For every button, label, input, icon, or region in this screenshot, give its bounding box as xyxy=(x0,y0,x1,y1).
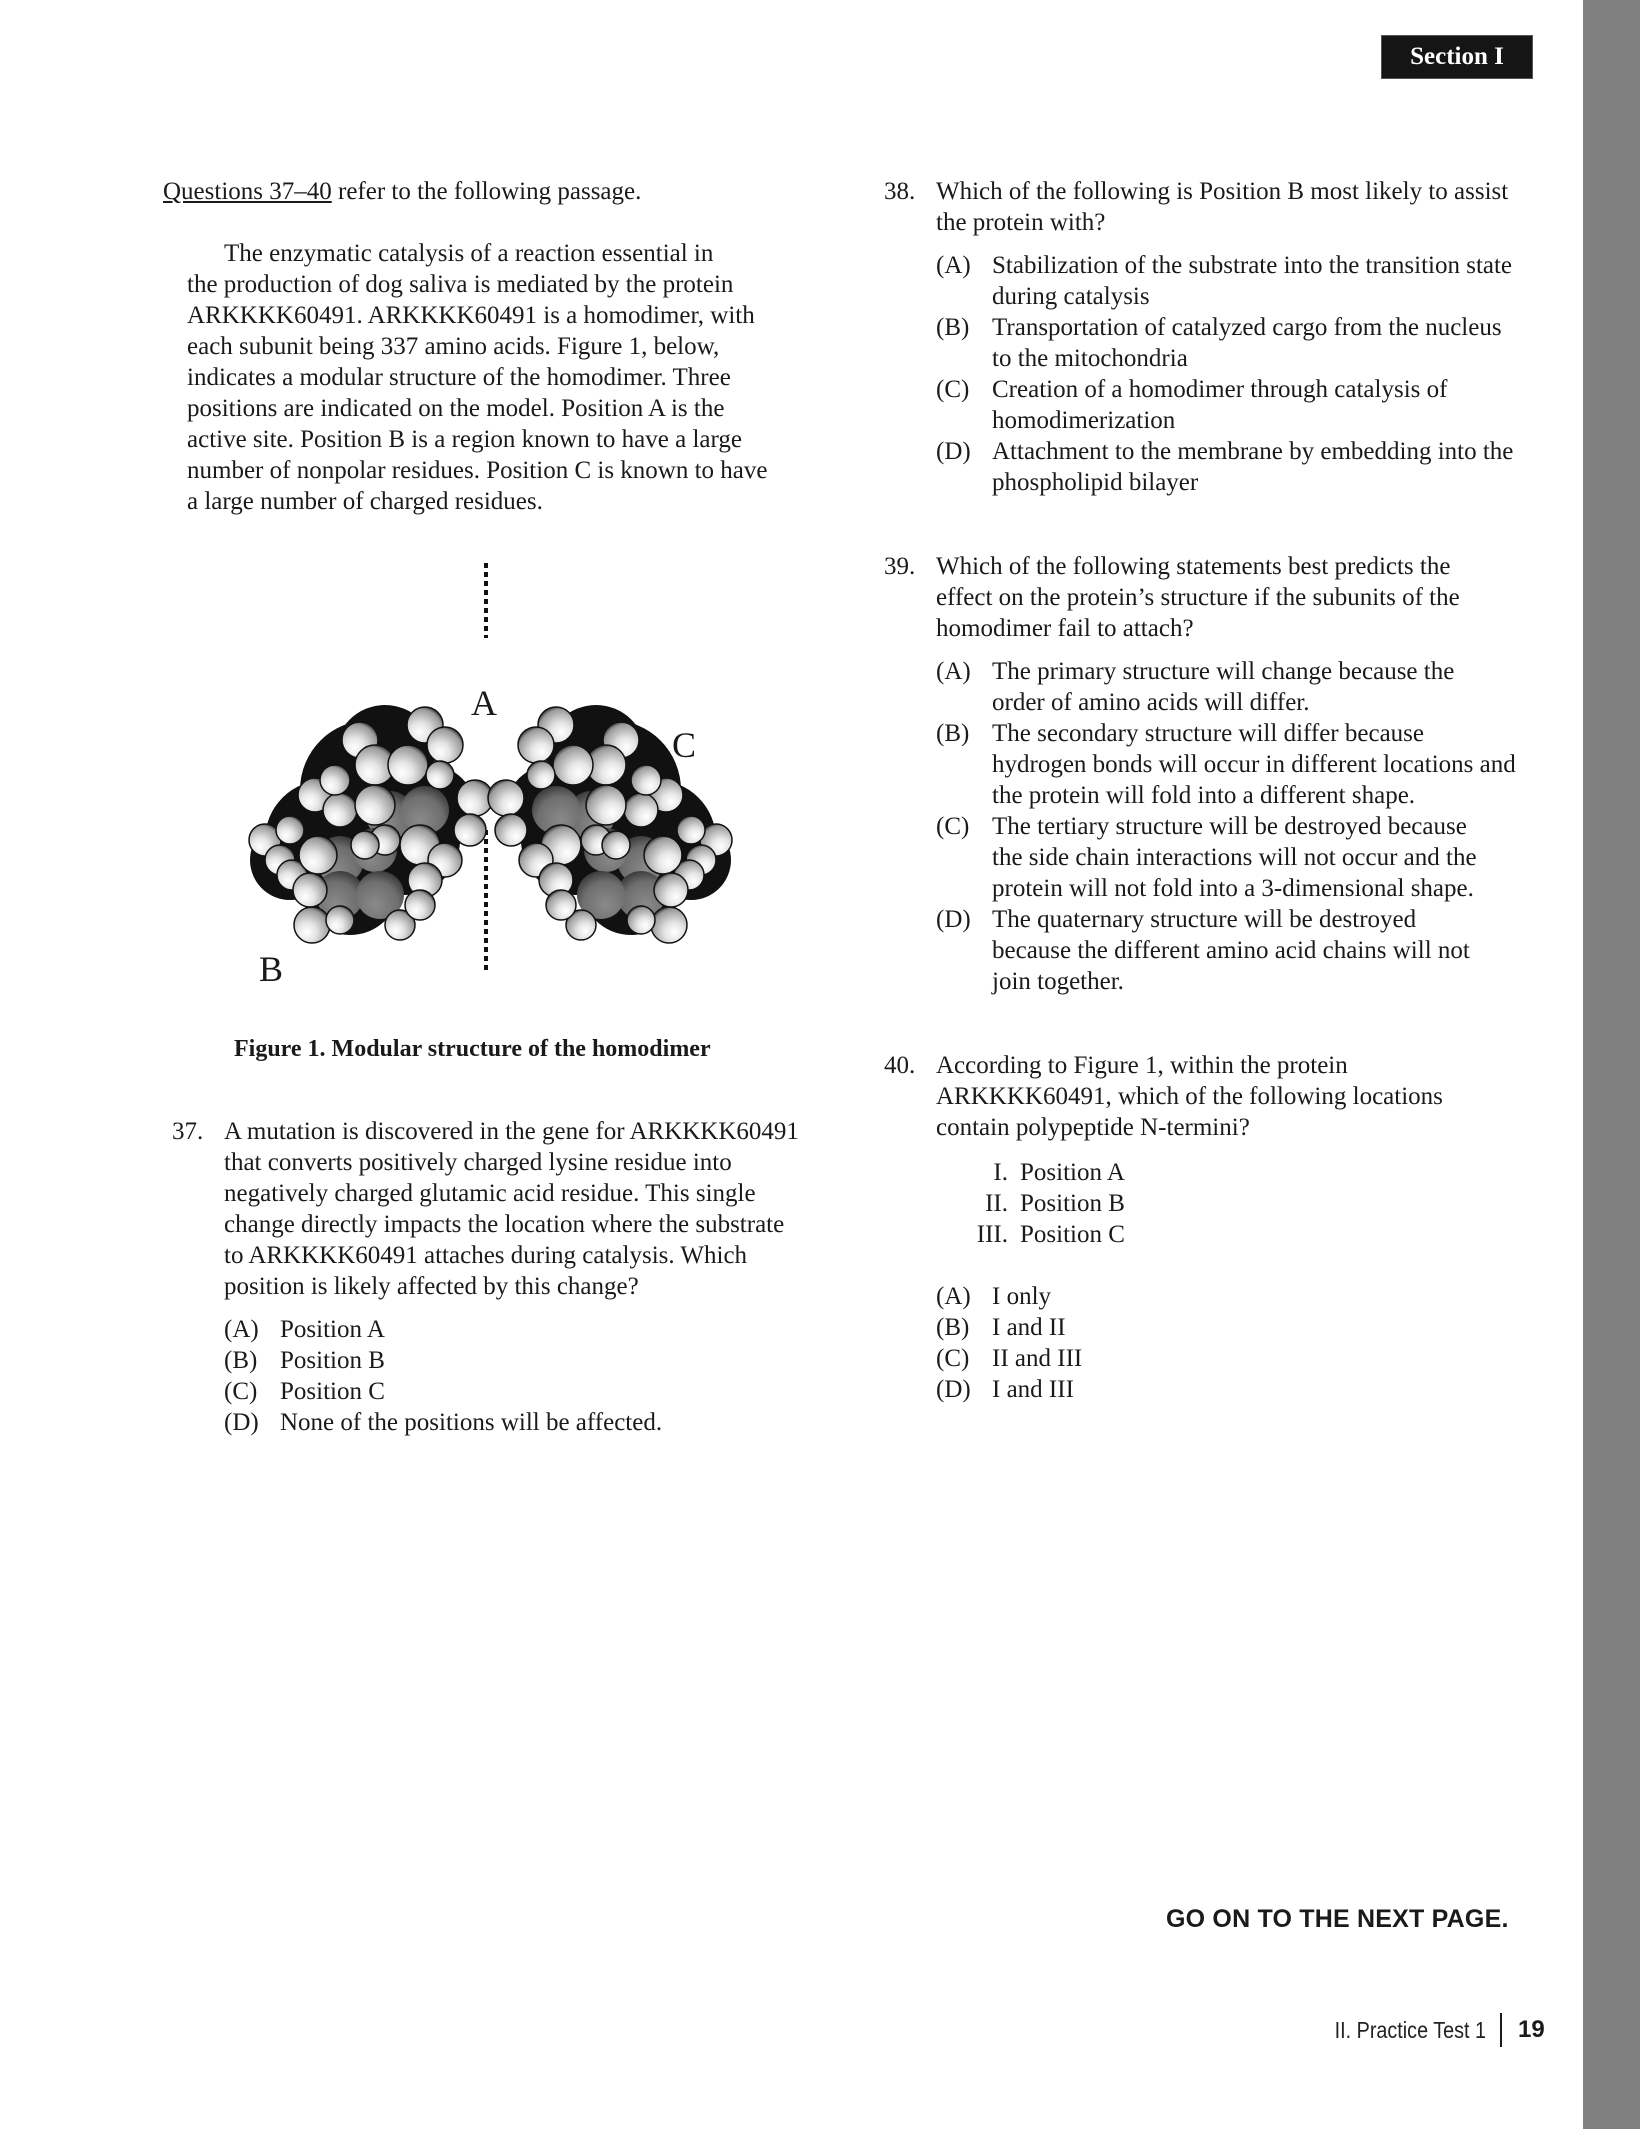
choice-text xyxy=(992,1281,1051,1312)
stem-line: negatively charged glutamic acid residue. This single xyxy=(224,1180,756,1207)
hydrogen-atom xyxy=(627,906,655,934)
question-range: Questions 37–40 xyxy=(163,178,332,205)
choice-line: join together. xyxy=(992,968,1124,995)
homodimer-model-image xyxy=(230,540,750,1000)
choice-label: (A) xyxy=(936,1283,971,1310)
choice-line: homodimerization xyxy=(992,407,1176,434)
passage-line: indicates a modular structure of the homodimer. Three xyxy=(187,364,731,391)
choice-label: (D) xyxy=(936,906,971,933)
passage-line: a large number of charged residues. xyxy=(187,488,543,515)
choice-line: the side chain interactions will not occur and the xyxy=(992,844,1477,871)
choice-label: (C) xyxy=(936,813,970,840)
choice-line: phospholipid bilayer xyxy=(992,469,1199,496)
choice-label: (A) xyxy=(936,658,971,685)
roman-numeral: III. xyxy=(976,1221,1008,1248)
choice-line: the protein will fold into a different shape. xyxy=(992,782,1416,809)
question-stem xyxy=(936,1050,1564,1143)
answer-choices xyxy=(936,656,1564,997)
hydrogen-atom xyxy=(454,814,486,846)
roman-numeral: I. xyxy=(993,1159,1008,1186)
roman-item xyxy=(946,1219,1564,1250)
stem-line: position is likely affected by this change? xyxy=(224,1273,639,1300)
answer-choice[interactable] xyxy=(936,436,1564,498)
choice-line: I and III xyxy=(992,1376,1074,1403)
choice-text xyxy=(992,656,1454,718)
hydrogen-atom xyxy=(388,745,428,785)
stem-line: According to Figure 1, within the protein xyxy=(936,1052,1348,1079)
roman-item xyxy=(946,1157,1564,1188)
page-edge-band xyxy=(1583,0,1640,2129)
passage-paragraph xyxy=(187,238,807,517)
choice-text xyxy=(280,1314,385,1345)
hydrogen-atom xyxy=(294,907,330,943)
choice-label: (A) xyxy=(936,252,971,279)
hydrogen-atom xyxy=(276,816,304,844)
hydrogen-atom xyxy=(651,907,687,943)
section-tab: Section I xyxy=(1381,35,1533,79)
go-on-next-page: GO ON TO THE NEXT PAGE. xyxy=(1166,1905,1509,1933)
choice-text xyxy=(992,1374,1074,1405)
answer-choices xyxy=(936,1281,1564,1405)
answer-choice[interactable] xyxy=(936,1343,1564,1374)
choice-line: I only xyxy=(992,1283,1052,1310)
hydrogen-atom xyxy=(644,836,682,874)
choice-text xyxy=(992,374,1447,436)
stem-line: Which of the following is Position B most likely to assist xyxy=(936,178,1509,205)
answer-choice[interactable] xyxy=(936,904,1564,997)
hydrogen-atom xyxy=(631,765,661,795)
question-39 xyxy=(884,551,1564,997)
passage-line: active site. Position B is a region known to have a large xyxy=(187,426,742,453)
subunit-left xyxy=(249,705,493,943)
choice-text xyxy=(280,1376,385,1407)
roman-text: Position C xyxy=(1020,1221,1125,1248)
hydrogen-atom xyxy=(323,793,357,827)
answer-choice[interactable] xyxy=(936,1374,1564,1405)
choice-line: because the different amino acid chains will not xyxy=(992,937,1470,964)
hydrogen-atom xyxy=(495,814,527,846)
choice-text xyxy=(992,250,1512,312)
question-stem xyxy=(936,551,1564,644)
stem-line: the protein with? xyxy=(936,209,1106,236)
answer-choice[interactable] xyxy=(936,374,1564,436)
intro-text: refer to the following passage. xyxy=(331,178,642,205)
choice-label: (A) xyxy=(224,1316,259,1343)
choice-line: II and III xyxy=(992,1345,1083,1372)
answer-choices xyxy=(224,1314,832,1438)
choice-label: (D) xyxy=(224,1409,259,1436)
question-38 xyxy=(884,176,1564,498)
choice-line: Position A xyxy=(280,1316,385,1343)
question-stem xyxy=(936,176,1564,238)
hydrogen-atom xyxy=(586,785,626,825)
stem-line: Which of the following statements best predicts the xyxy=(936,553,1451,580)
passage-line: the production of dog saliva is mediated by the protein xyxy=(187,271,734,298)
roman-numeral: II. xyxy=(985,1190,1008,1217)
choice-label: (C) xyxy=(936,376,970,403)
question-number: 40. xyxy=(884,1052,916,1079)
choice-line: Attachment to the membrane by embedding into the xyxy=(992,438,1514,465)
hydrogen-atom xyxy=(624,793,658,827)
page-footer xyxy=(1310,2012,1545,2048)
stem-line: that converts positively charged lysine residue into xyxy=(224,1149,732,1176)
hydrogen-atom xyxy=(654,873,688,907)
choice-line: I and II xyxy=(992,1314,1066,1341)
answer-choice[interactable] xyxy=(224,1345,832,1376)
position-a-label: A xyxy=(471,683,497,723)
choice-text xyxy=(992,312,1502,374)
answer-choice[interactable] xyxy=(936,811,1564,904)
hydrogen-atom xyxy=(355,785,395,825)
passage-line: number of nonpolar residues. Position C is known to have xyxy=(187,457,768,484)
stem-line: effect on the protein’s structure if the subunits of the xyxy=(936,584,1460,611)
hydrogen-atom xyxy=(427,727,463,763)
passage-line: positions are indicated on the model. Position A is the xyxy=(187,395,725,422)
choice-line: order of amino acids will differ. xyxy=(992,689,1310,716)
answer-choice[interactable] xyxy=(936,250,1564,312)
roman-numeral-list xyxy=(946,1157,1564,1250)
choice-line: Transportation of catalyzed cargo from the nucleus xyxy=(992,314,1502,341)
hydrogen-atom xyxy=(405,890,435,920)
answer-choice[interactable] xyxy=(936,312,1564,374)
choice-label: (D) xyxy=(936,1376,971,1403)
choice-text xyxy=(280,1407,662,1438)
stem-line: change directly impacts the location where the substrate xyxy=(224,1211,785,1238)
choice-line: hydrogen bonds will occur in different locations and xyxy=(992,751,1516,778)
figure-caption: Figure 1. Modular structure of the homodimer xyxy=(234,1036,711,1062)
hydrogen-atom xyxy=(553,745,593,785)
position-c-label: C xyxy=(672,725,697,765)
answer-choice[interactable] xyxy=(936,1281,1564,1312)
hydrogen-atom xyxy=(677,816,705,844)
choice-line: None of the positions will be affected. xyxy=(280,1409,663,1436)
question-stem xyxy=(224,1116,832,1302)
choice-label: (B) xyxy=(936,720,970,747)
hydrogen-atom xyxy=(488,780,524,816)
choice-text xyxy=(992,904,1470,997)
chapter-label: II. Practice Test 1 xyxy=(1334,2016,1486,2043)
choice-text xyxy=(992,436,1513,498)
position-b-label: B xyxy=(259,949,284,989)
question-37 xyxy=(172,1116,832,1438)
answer-choice[interactable] xyxy=(224,1376,832,1407)
passage xyxy=(187,238,807,517)
choice-line: The quaternary structure will be destroyed xyxy=(992,906,1417,933)
choice-text xyxy=(992,718,1516,811)
choice-line: Position C xyxy=(280,1378,385,1405)
passage-line: The enzymatic catalysis of a reaction essential in xyxy=(224,240,714,267)
hydrogen-atom xyxy=(602,831,630,859)
choice-line: The tertiary structure will be destroyed because xyxy=(992,813,1467,840)
stem-line: A mutation is discovered in the gene for ARKKKK60491 xyxy=(224,1118,799,1145)
hydrogen-atom xyxy=(320,765,350,795)
roman-text: Position B xyxy=(1020,1190,1125,1217)
choice-line: The primary structure will change because the xyxy=(992,658,1455,685)
stem-line: contain polypeptide N-termini? xyxy=(936,1114,1250,1141)
passage-line: each subunit being 337 amino acids. Figure 1, below, xyxy=(187,333,720,360)
hydrogen-atom xyxy=(426,761,454,789)
hydrogen-atom xyxy=(518,727,554,763)
hydrogen-atom xyxy=(299,836,337,874)
question-40 xyxy=(884,1050,1564,1405)
choice-label: (C) xyxy=(224,1378,258,1405)
choice-line: Stabilization of the substrate into the transition state xyxy=(992,252,1513,279)
hydrogen-atom xyxy=(527,761,555,789)
roman-item xyxy=(946,1188,1564,1219)
choice-line: Position B xyxy=(280,1347,385,1374)
choice-line: protein will not fold into a 3-dimensional shape. xyxy=(992,875,1474,902)
choice-text xyxy=(280,1345,385,1376)
question-number: 38. xyxy=(884,178,916,205)
choice-label: (B) xyxy=(224,1347,258,1374)
choice-line: to the mitochondria xyxy=(992,345,1188,372)
choice-text xyxy=(992,1343,1082,1374)
hydrogen-atom xyxy=(351,831,379,859)
question-number: 37. xyxy=(172,1118,204,1145)
stem-line: homodimer fail to attach? xyxy=(936,615,1194,642)
stem-line: to ARKKKK60491 attaches during catalysis. Which xyxy=(224,1242,748,1269)
choice-text xyxy=(992,1312,1066,1343)
question-number: 39. xyxy=(884,553,916,580)
choice-line: The secondary structure will differ because xyxy=(992,720,1424,747)
hydrogen-atom xyxy=(546,890,576,920)
answer-choice[interactable] xyxy=(224,1314,832,1345)
answer-choice[interactable] xyxy=(936,1312,1564,1343)
answer-choice[interactable] xyxy=(936,718,1564,811)
choice-text xyxy=(992,811,1477,904)
answer-choices xyxy=(936,250,1564,498)
stem-line: ARKKKK60491, which of the following locations xyxy=(936,1083,1443,1110)
choice-label: (B) xyxy=(936,1314,970,1341)
answer-choice[interactable] xyxy=(936,656,1564,718)
roman-text: Position A xyxy=(1020,1159,1125,1186)
passage-intro xyxy=(163,176,641,207)
hydrogen-atom xyxy=(326,906,354,934)
choice-line: during catalysis xyxy=(992,283,1150,310)
page-number: 19 xyxy=(1517,2016,1545,2043)
choice-label: (D) xyxy=(936,438,971,465)
passage-line: ARKKKK60491. ARKKKK60491 is a homodimer, with xyxy=(187,302,755,329)
choice-label: (B) xyxy=(936,314,970,341)
hydrogen-atom xyxy=(293,873,327,907)
answer-choice[interactable] xyxy=(224,1407,832,1438)
footer-divider xyxy=(1500,2013,1502,2047)
choice-label: (C) xyxy=(936,1345,970,1372)
figure-1 xyxy=(230,540,750,1000)
choice-line: Creation of a homodimer through catalysis of xyxy=(992,376,1448,403)
